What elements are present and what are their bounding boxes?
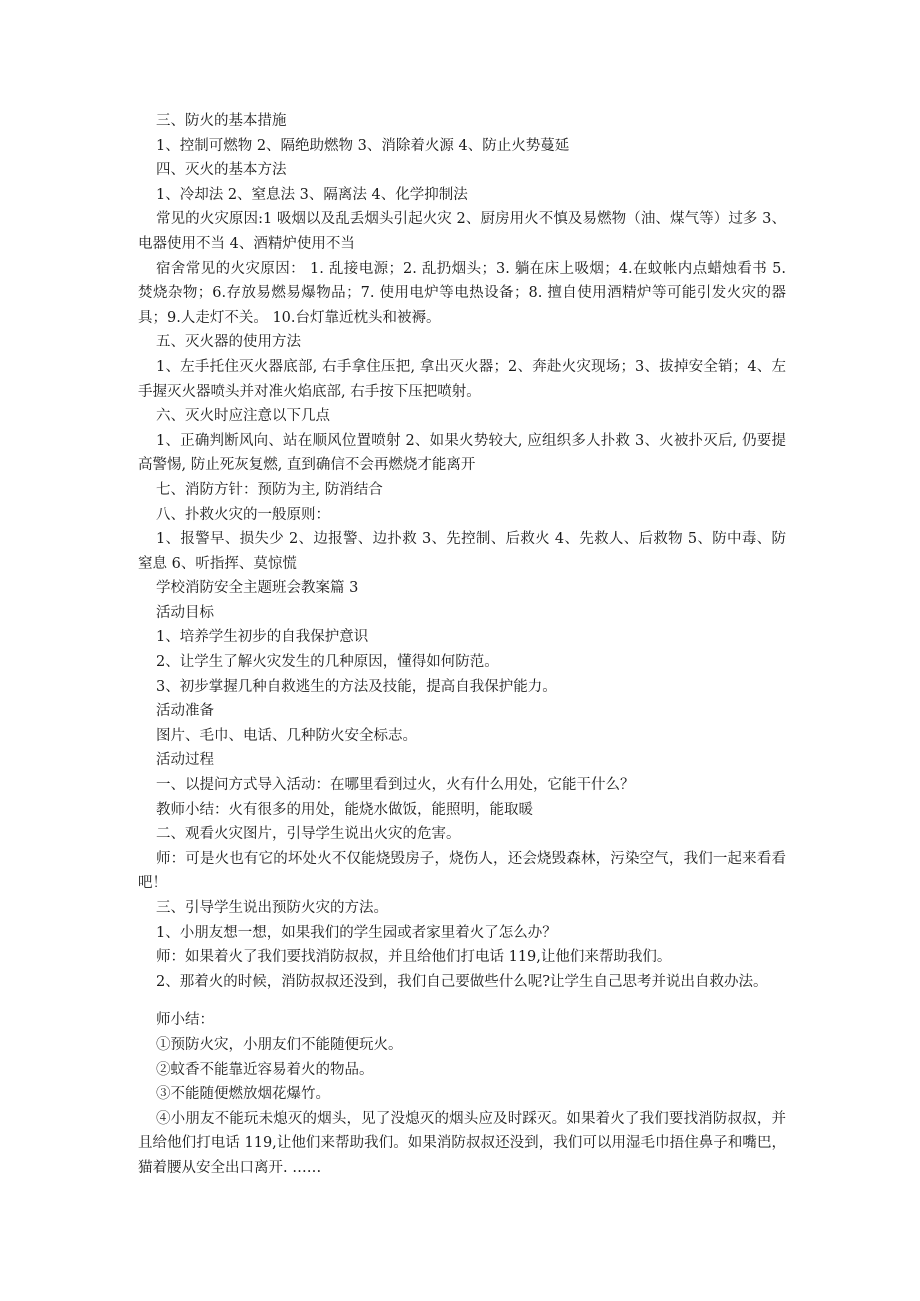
- paragraph-principles-list: 1、报警早、损失少 2、边报警、边扑救 3、先控制、后救火 4、先救人、后救物 5、防中毒、防窒息 6、听指挥、莫惊慌: [138, 531, 786, 572]
- heading-activity-preparation: 活动准备: [156, 703, 214, 720]
- heading-attention-points: 六、灭火时应注意以下几点: [156, 408, 330, 425]
- paragraph-fire-policy: 七、消防方针：预防为主, 防消结合: [156, 481, 383, 498]
- paragraph-extinguisher-steps: 1、左手托住灭火器底部, 右手拿住压把, 拿出灭火器；2、奔赴火灾现场；3、拔掉安全销；4、左手握灭火器喷头并对准火焰底部, 右手按下压把喷射。: [138, 358, 786, 400]
- heading-general-principles: 八、扑救火灾的一般原则：: [156, 506, 330, 523]
- document-page: [138, 109, 786, 1181]
- paragraph-common-causes: 常见的火灾原因:1 吸烟以及乱丢烟头引起火灾 2、厨房用火不慎及易燃物（油、煤气等）过多 3、电器使用不当 4、酒精炉使用不当: [138, 211, 786, 252]
- paragraph-question-2: 2、那着火的时候，消防叔叔还没到，我们自己要做些什么呢?让学生自己思考并说出自救办法。: [156, 973, 768, 990]
- paragraph-goal-3: 3、初步掌握几种自救逃生的方法及技能，提高自我保护能力。: [156, 678, 557, 695]
- heading-fire-prevention-measures: 三、防火的基本措施: [156, 113, 287, 129]
- paragraph-rule-1: ①预防火灾，小朋友们不能随便玩火。: [156, 1036, 403, 1053]
- paragraph-goal-1: 1、培养学生初步的自我保护意识: [156, 629, 369, 646]
- paragraph-step-2-pictures: 二、观看火灾图片，引导学生说出火灾的危害。: [156, 826, 461, 843]
- heading-activity-goals: 活动目标: [156, 604, 214, 621]
- paragraph-rule-2: ②蚊香不能靠近容易着火的物品。: [156, 1061, 374, 1078]
- heading-activity-process: 活动过程: [156, 752, 214, 769]
- paragraph-prevention-list: 1、控制可燃物 2、隔绝助燃物 3、消除着火源 4、防止火势蔓延: [156, 137, 570, 154]
- heading-extinguishing-methods: 四、灭火的基本方法: [156, 162, 287, 179]
- paragraph-teacher-conclusion: 师小结：: [156, 1012, 214, 1029]
- paragraph-rule-3: ③不能随便燃放烟花爆竹。: [156, 1086, 330, 1103]
- paragraph-extinguishing-list: 1、冷却法 2、窒息法 3、隔离法 4、化学抑制法: [156, 186, 468, 203]
- paragraph-teacher-call-119: 师：如果着火了我们要找消防叔叔，并且给他们打电话 119,让他们来帮助我们。: [156, 949, 672, 966]
- paragraph-attention-list: 1、正确判断风向、站在顺风位置喷射 2、如果火势较大, 应组织多人扑救 3、火被扑灭后, 仍要提高警惕, 防止死灰复燃, 直到确信不会再燃烧才能离开: [138, 432, 786, 474]
- heading-lesson-plan: 学校消防安全主题班会教案篇 3: [156, 580, 359, 597]
- heading-extinguisher-usage: 五、灭火器的使用方法: [156, 334, 301, 351]
- paragraph-teacher-hazards: 师：可是火也有它的坏处火不仅能烧毁房子，烧伤人，还会烧毁森林，污染空气，我们一起来看看吧！: [138, 850, 786, 892]
- paragraph-teacher-summary: 教师小结：火有很多的用处，能烧水做饭，能照明，能取暖: [156, 801, 533, 818]
- paragraph-question-1: 1、小朋友想一想，如果我们的学生园或者家里着火了怎么办？: [156, 924, 557, 941]
- paragraph-step-3-prevention: 三、引导学生说出预防火灾的方法。: [156, 900, 388, 916]
- paragraph-dorm-causes: 宿舍常见的火灾原因： 1. 乱接电源；2. 乱扔烟头；3. 躺在床上吸烟；4.在蚊帐内点蜡烛看书 5. 焚烧杂物；6.存放易燃易爆物品；7. 使用电炉等电热设备；8. 擅自使用酒精炉等可能引发火灾的器具；9.人走灯不关。 10.台灯靠近枕头和被褥。: [138, 260, 786, 326]
- paragraph-goal-2: 2、让学生了解火灾发生的几种原因，懂得如何防范。: [156, 654, 499, 671]
- paragraph-rule-4: ④小朋友不能玩未熄灭的烟头，见了没熄灭的烟头应及时踩灭。如果着火了我们要找消防叔叔，并且给他们打电话 119,让他们来帮助我们。如果消防叔叔还没到，我们可以用湿毛巾捂住鼻子和嘴巴，猫着腰从安全出口离开. ……: [138, 1110, 786, 1176]
- paragraph-preparation-items: 图片、毛巾、电话、几种防火安全标志。: [156, 727, 417, 744]
- paragraph-step-1-intro: 一、以提问方式导入活动：在哪里看到过火，火有什么用处，它能干什么？: [156, 777, 635, 794]
